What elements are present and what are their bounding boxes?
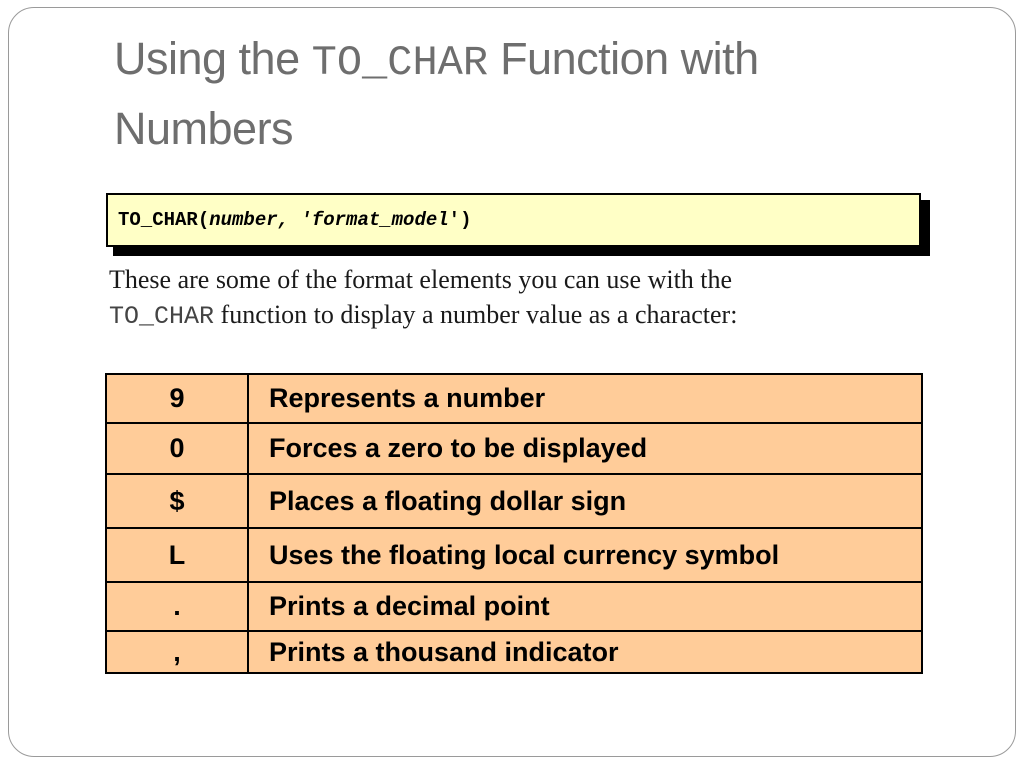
- format-element-description: Represents a number: [248, 374, 922, 423]
- table-row: [106, 582, 922, 631]
- intro-function-name: TO_CHAR: [109, 302, 215, 331]
- intro-part1: These are some of the format elements you can use with the: [109, 265, 733, 294]
- format-element-symbol: ,: [106, 631, 248, 673]
- table-row: [106, 474, 922, 528]
- table-row: [106, 423, 922, 474]
- format-element-description: Prints a thousand indicator: [248, 631, 922, 673]
- format-element-symbol: $: [106, 474, 248, 528]
- table-row: [106, 374, 922, 423]
- title-line2: Numbers: [114, 103, 294, 154]
- format-element-symbol: 0: [106, 423, 248, 474]
- format-element-description: Uses the floating local currency symbol: [248, 528, 922, 582]
- format-element-symbol: .: [106, 582, 248, 631]
- title-suffix: Function with: [488, 33, 759, 84]
- syntax-arg-number: number, ': [209, 209, 312, 231]
- slide-title: [114, 26, 974, 161]
- table-row: [106, 631, 922, 673]
- format-element-description: Forces a zero to be displayed: [248, 423, 922, 474]
- intro-part2: function to display a number value as a character:: [214, 300, 738, 329]
- title-prefix: Using the: [114, 33, 312, 84]
- format-elements-table: [105, 373, 923, 674]
- syntax-func-close: '): [448, 209, 472, 231]
- syntax-func-open: TO_CHAR(: [118, 209, 210, 231]
- format-element-symbol: L: [106, 528, 248, 582]
- format-element-description: Places a floating dollar sign: [248, 474, 922, 528]
- format-element-description: Prints a decimal point: [248, 582, 922, 631]
- intro-paragraph: [109, 262, 959, 334]
- table-row: [106, 528, 922, 582]
- format-element-symbol: 9: [106, 374, 248, 423]
- syntax-arg-format-model: format_model: [311, 209, 449, 231]
- syntax-box: [106, 193, 921, 247]
- title-function-name: TO_CHAR: [311, 39, 489, 87]
